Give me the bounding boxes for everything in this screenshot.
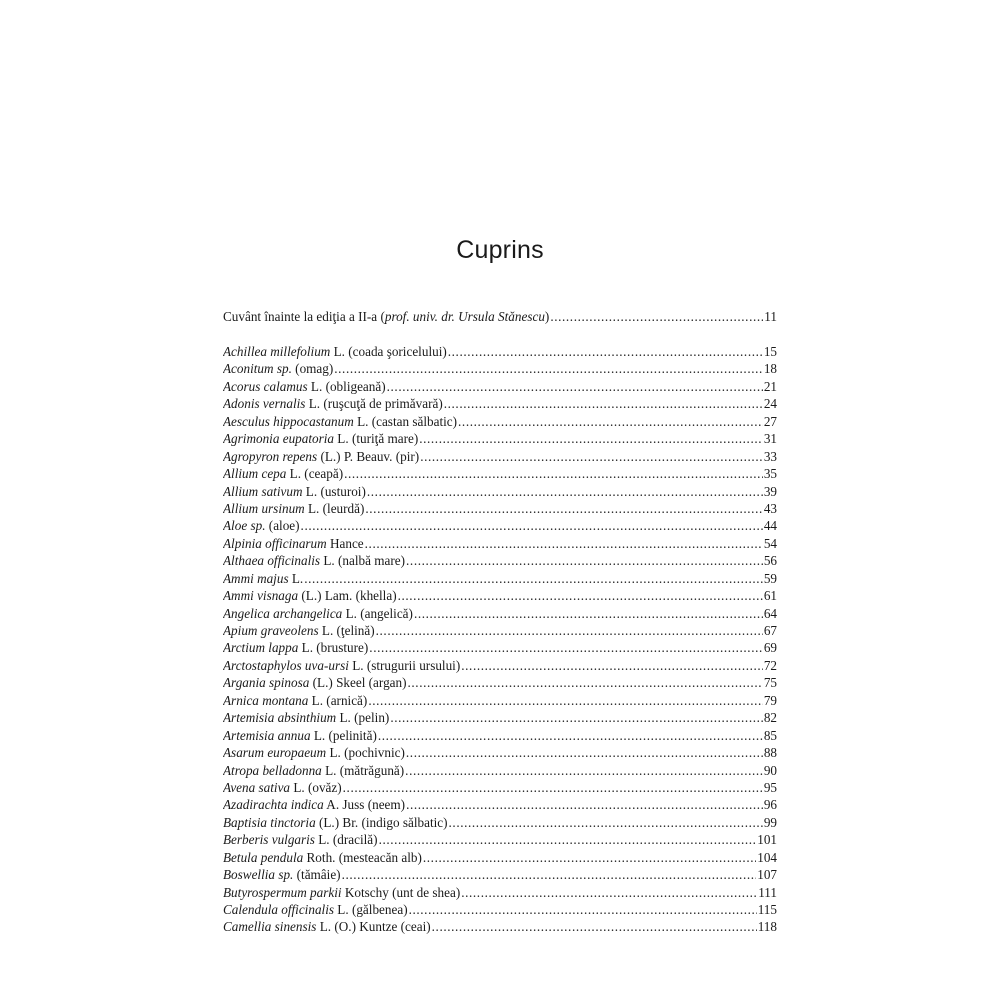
toc-entry-common-name: L. (pochivnic) [326,745,405,761]
toc-entry-latin-name: Allium sativum [223,483,303,499]
dot-leader [419,430,763,447]
toc-entry-common-name: L. (dracilă) [314,832,378,848]
toc-entry-latin-name: Acorus calamus [223,378,308,394]
toc-entry [223,413,777,430]
toc-entry-text [223,639,368,656]
toc-entry [223,779,777,796]
toc-entry-page-number: 39 [763,483,777,499]
toc-entry-text [223,727,377,744]
toc-entry [223,901,777,918]
toc-entry-text [223,657,460,674]
dot-leader [368,692,763,709]
toc-entry-common-name: L. (pelinită) [310,727,377,743]
toc-entry-latin-name: Asarum europaeum [223,745,327,761]
toc-entry-page-number: 107 [757,867,777,883]
toc-entry-common-name: L. (arnică) [308,692,368,708]
toc-entry-page-number: 56 [763,553,777,569]
toc-entry-latin-name: Artemisia annua [223,727,311,743]
toc-entry-latin-name: Betula pendula [223,849,304,865]
dot-leader [376,622,763,639]
toc-entry [223,709,777,726]
toc-entry [223,605,777,622]
toc-entry-common-name: L. (coada şoricelului) [330,344,447,359]
toc-entry-text [223,709,389,726]
toc-entry [223,622,777,639]
toc-entry-page-number: 82 [763,710,777,726]
toc-entry-common-name: Hance [326,535,364,551]
toc-entry [223,448,777,465]
dot-leader [444,395,763,412]
toc-entry-text [223,918,431,935]
toc-entry-common-name: L. (brusture) [298,640,369,656]
toc-entry-page-number: 90 [763,762,777,778]
toc-entry-common-name: L. (castan sălbatic) [353,413,458,429]
toc-entry-latin-name: Arctostaphylos uva-ursi [223,657,349,673]
toc-entry [223,918,777,935]
toc-entry-latin-name: Artemisia absinthium [223,710,337,726]
toc-entry [223,744,777,761]
toc-entry-common-name: (tămâie) [293,867,341,883]
toc-entry-text [223,500,364,517]
toc-entry-latin-name: Arctium lappa [223,640,299,656]
toc-entry-latin-name: Camellia sinensis [223,919,317,935]
toc-entry-text [223,779,342,796]
toc-entry-common-name: Roth. (mesteacăn alb) [303,849,422,865]
dot-leader [387,378,763,395]
toc-entry-page-number: 79 [763,692,777,708]
toc-entry [223,884,777,901]
toc-entry-page-number: 104 [757,849,777,865]
page-title: Cuprins [456,236,544,264]
toc-entry-page-number: 44 [763,518,777,534]
toc-entry-page-number: 101 [757,832,777,848]
toc-entry [223,360,777,377]
toc-entry-common-name: L. (nalbă mare) [320,553,406,569]
toc-entry [223,535,777,552]
toc-entry-common-name: L. (O.) Kuntze (ceai) [316,919,431,935]
toc-entry-latin-name: Avena sativa [223,779,291,795]
toc-entry-latin-name: Althaea officinalis [223,553,321,569]
toc-entry-text [223,884,460,901]
toc-entry-text [223,831,378,848]
toc-preface-row [223,308,777,325]
toc-entry [223,674,777,691]
toc-entry-latin-name: Alpinia officinarum [223,535,327,551]
toc-entry-page-number: 15 [763,344,777,359]
toc-entry-latin-name: Butyrospermum parkii [223,884,342,900]
toc-entry-page-number: 35 [763,466,777,482]
toc-entry [223,796,777,813]
toc-entry-page-number: 64 [763,605,777,621]
preface-text [223,308,549,325]
toc-entry [223,395,777,412]
toc-entry-latin-name: Calendula officinalis [223,902,334,917]
dot-leader [405,762,763,779]
toc-entry-text [223,622,375,639]
toc-entry-common-name: L. (ruşcuţă de primăvară) [305,396,443,412]
dot-leader [365,500,762,517]
toc-entry [223,866,777,883]
toc-entry-text [223,744,405,761]
toc-entry-latin-name: Allium cepa [223,466,287,482]
dot-leader [449,814,763,831]
toc-entry-common-name: L. (ţelină) [318,623,375,638]
toc-entry [223,587,777,604]
toc-entry-page-number: 118 [757,919,777,935]
toc-entry-text [223,430,418,447]
toc-preface [223,308,777,325]
toc-entry-latin-name: Allium ursinum [223,500,305,516]
toc-entry [223,692,777,709]
dot-leader [406,796,763,813]
dot-leader [409,901,757,918]
toc-entry-common-name: (L.) Lam. (khella) [298,588,397,604]
toc-entry-text [223,849,422,866]
toc-entry-text [223,814,448,831]
toc-entry-latin-name: Aloe sp. [223,518,266,534]
dot-leader [367,483,763,500]
dot-leader [432,918,757,935]
toc-entry-common-name: (omag) [291,361,334,377]
toc-entry-text [223,674,407,691]
toc-entry-common-name: L. (ovăz) [290,779,342,795]
dot-leader [379,831,757,848]
preface-text-after: ) [544,309,550,324]
dot-leader [406,744,763,761]
toc-entry-common-name: L. (leurdă) [304,500,365,516]
toc-entry-common-name: (L.) P. Beauv. (pir) [317,448,420,464]
toc-entry-page-number: 96 [763,797,777,813]
toc-entry-page-number: 31 [763,431,777,447]
dot-leader [378,727,763,744]
toc-entry [223,727,777,744]
toc-entry-text [223,360,333,377]
toc-entry [223,831,777,848]
toc-entry-text [223,535,364,552]
toc-entry [223,517,777,534]
toc-entry [223,378,777,395]
toc-entry-text [223,796,405,813]
toc-entry-common-name: (L.) Skeel (argan) [309,675,407,691]
toc-entry-page-number: 99 [763,814,777,830]
toc-entry-text [223,413,457,430]
toc-entry [223,639,777,656]
toc-entry-latin-name: Adonis vernalis [223,396,306,412]
toc-entry-text [223,517,300,534]
toc-entry-latin-name: Aconitum sp. [223,361,292,377]
toc-entry-text [223,448,419,465]
toc-entry-page-number: 88 [763,745,777,761]
dot-leader [369,639,763,656]
toc-entry-page-number: 75 [763,675,777,691]
toc-entry-common-name: L. (turiţă mare) [334,431,419,447]
dot-leader [414,605,763,622]
toc-entry-latin-name: Berberis vulgaris [223,832,315,848]
toc-entry-text [223,378,386,395]
toc-entry [223,657,777,674]
toc-entry-page-number: 24 [763,396,777,412]
toc-entry-page-number: 43 [763,500,777,516]
dot-leader [406,552,763,569]
toc-entry [223,465,777,482]
toc-entry-latin-name: Aesculus hippocastanum [223,413,354,429]
dot-leader [448,343,763,360]
toc-entry-latin-name: Argania spinosa [223,675,310,691]
dot-leader [461,884,757,901]
toc-entry [223,570,777,587]
toc-entry [223,343,777,360]
toc-entry-common-name: A. Juss (neem) [323,797,406,813]
toc-entry-page-number: 111 [758,884,777,900]
toc-entry-common-name: (aloe) [265,518,300,534]
toc-entry-common-name: L. (mătrăgună) [321,762,405,778]
dot-leader [390,709,763,726]
toc-entry-text [223,587,397,604]
toc-entry-latin-name: Angelica archangelica [223,605,343,621]
preface-author: prof. univ. dr. Ursula Stănescu [384,309,545,324]
toc-entry-page-number: 54 [763,535,777,551]
toc-entry-common-name: L. (strugurii ursului) [348,657,461,673]
toc-entry-latin-name: Ammi majus [223,570,289,586]
toc-entry-text [223,483,366,500]
toc-entry-common-name: (L.) Br. (indigo sălbatic) [315,814,448,830]
toc-entry-common-name: L. (gălbenea) [334,902,408,917]
toc-entry-common-name: L. (obligeană) [307,378,386,394]
toc-entry-page-number: 59 [763,570,777,586]
toc-entry-latin-name: Boswellia sp. [223,867,294,883]
dot-leader [398,587,763,604]
dot-leader [343,779,763,796]
preface-page-number: 11 [764,309,777,324]
toc-entry-page-number: 27 [763,413,777,429]
dot-leader [342,866,757,883]
dot-leader [304,570,763,587]
toc-entry [223,814,777,831]
toc-entry-common-name: L. (usturoi) [302,483,366,499]
toc-entry-text [223,570,303,587]
dot-leader [344,465,763,482]
toc-entry [223,430,777,447]
dot-leader [408,674,763,691]
toc-entry-page-number: 21 [763,378,777,394]
toc-entry-page-number: 115 [757,902,777,917]
toc-entry-latin-name: Ammi visnaga [223,588,299,604]
dot-leader [550,308,763,325]
toc-entry-text [223,552,405,569]
dot-leader [458,413,763,430]
toc-entry-text [223,762,404,779]
toc-entry-page-number: 67 [763,623,777,638]
dot-leader [334,360,763,377]
toc-entry-common-name: Kotschy (unt de shea) [341,884,461,900]
dot-leader [301,517,763,534]
toc-entry-page-number: 61 [763,588,777,604]
toc-entry-text [223,901,408,918]
toc-entry-page-number: 69 [763,640,777,656]
preface-text-before: Cuvânt înainte la ediţia a II-a ( [223,309,385,324]
toc-entry-text [223,343,447,360]
toc-entry-page-number: 33 [763,448,777,464]
toc-entry-latin-name: Arnica montana [223,692,309,708]
dot-leader [423,849,756,866]
toc-entry-latin-name: Achillea millefolium [223,344,331,359]
toc-entry-text [223,395,443,412]
dot-leader [461,657,763,674]
toc-entry-latin-name: Agropyron repens [223,448,318,464]
toc-entry-common-name: L. (angelică) [342,605,413,621]
toc-entry [223,483,777,500]
dot-leader [420,448,763,465]
toc-entry-latin-name: Apium graveolens [223,623,319,638]
toc-entry-page-number: 72 [763,657,777,673]
toc-entry-common-name: L. (pelin) [336,710,390,726]
toc-entry-latin-name: Azadirachta indica [223,797,324,813]
toc-entry [223,762,777,779]
toc-entry-page-number: 95 [763,779,777,795]
toc-entry [223,500,777,517]
toc-entry-common-name: L. (ceapă) [286,466,344,482]
toc-entry-text [223,465,343,482]
toc-entry-common-name: L. [288,570,304,586]
toc-entry-latin-name: Baptisia tinctoria [223,814,316,830]
toc-entry-text [223,692,367,709]
toc-entry-latin-name: Agrimonia eupatoria [223,431,334,447]
dot-leader [365,535,763,552]
toc-entry-latin-name: Atropa belladonna [223,762,322,778]
toc-entry [223,849,777,866]
toc-entry-text [223,605,413,622]
toc-entry [223,552,777,569]
toc-entries-list [223,343,777,936]
toc-entry-page-number: 18 [763,361,777,377]
toc-entry-text [223,866,341,883]
toc-entry-page-number: 85 [763,727,777,743]
